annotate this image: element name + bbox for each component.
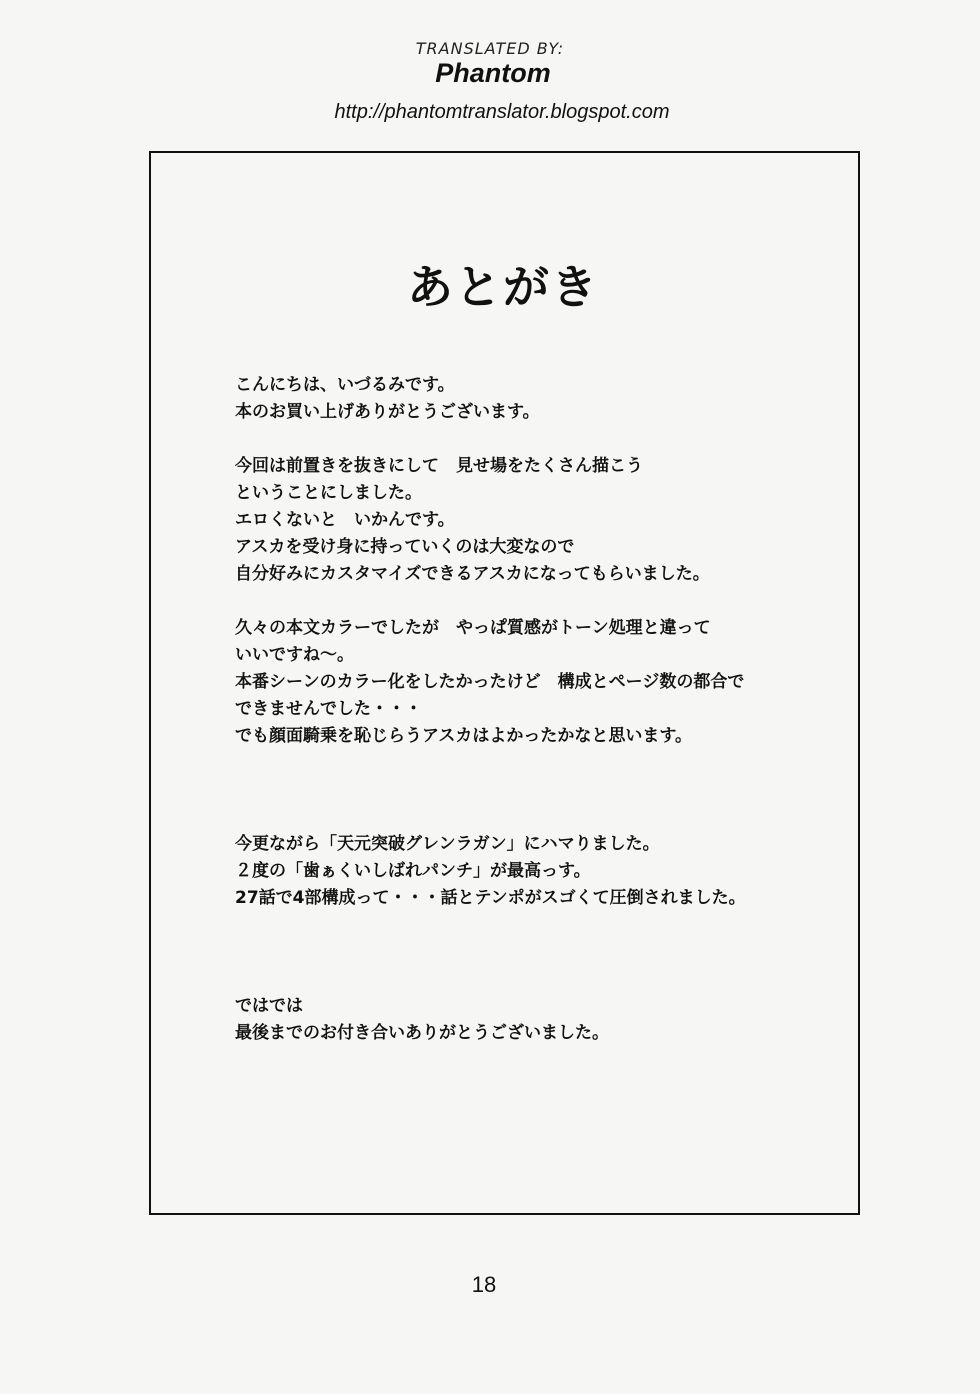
text-line: できませんでした・・・ (235, 699, 422, 719)
translator-credit-label: TRANSLATED BY: (415, 39, 565, 58)
text-line: 27話で4部構成って・・・話とテンポがスゴくて圧倒されました。 (235, 888, 746, 908)
text-line: でも顔面騎乗を恥じらうアスカはよかったかなと思います。 (235, 726, 692, 746)
text-line: ２度の「歯ぁくいしばれパンチ」が最高っす。 (235, 861, 591, 881)
text-line: 本番シーンのカラー化をしたかったけど 構成とページ数の都合で (235, 672, 745, 692)
text-line: 最後までのお付き合いありがとうございました。 (235, 1023, 609, 1043)
text-line: エロくないと いかんです。 (235, 510, 455, 530)
text-line: いいですね～。 (235, 645, 354, 665)
afterword-title: あとがき (407, 260, 599, 314)
text-line: ということにしました。 (235, 483, 422, 503)
page-number: 18 (471, 1272, 497, 1297)
paragraph-closing (235, 993, 845, 1047)
afterword-body (235, 372, 845, 1047)
text-line: 今回は前置きを抜きにして 見せ場をたくさん描こう (235, 456, 643, 476)
translator-url: http://phantomtranslator.blogspot.com (334, 101, 670, 123)
text-line: 自分好みにカスタマイズできるアスカになってもらいました。 (235, 564, 710, 584)
paragraph-concept (235, 453, 845, 588)
text-line: ではでは (235, 996, 303, 1016)
text-line: 今更ながら「天元突破グレンラガン」にハマりました。 (235, 834, 660, 854)
translator-name: Phantom (435, 58, 551, 88)
text-line: アスカを受け身に持っていくのは大変なので (235, 537, 575, 557)
paragraph-greeting (235, 372, 845, 426)
paragraph-gurren-lagann (235, 831, 845, 912)
text-line: 本のお買い上げありがとうございます。 (235, 402, 540, 422)
text-line: こんにちは、いづるみです。 (235, 375, 455, 395)
text-line: 久々の本文カラーでしたが やっぱ質感がトーン処理と違って (235, 618, 711, 638)
paragraph-color (235, 615, 845, 750)
